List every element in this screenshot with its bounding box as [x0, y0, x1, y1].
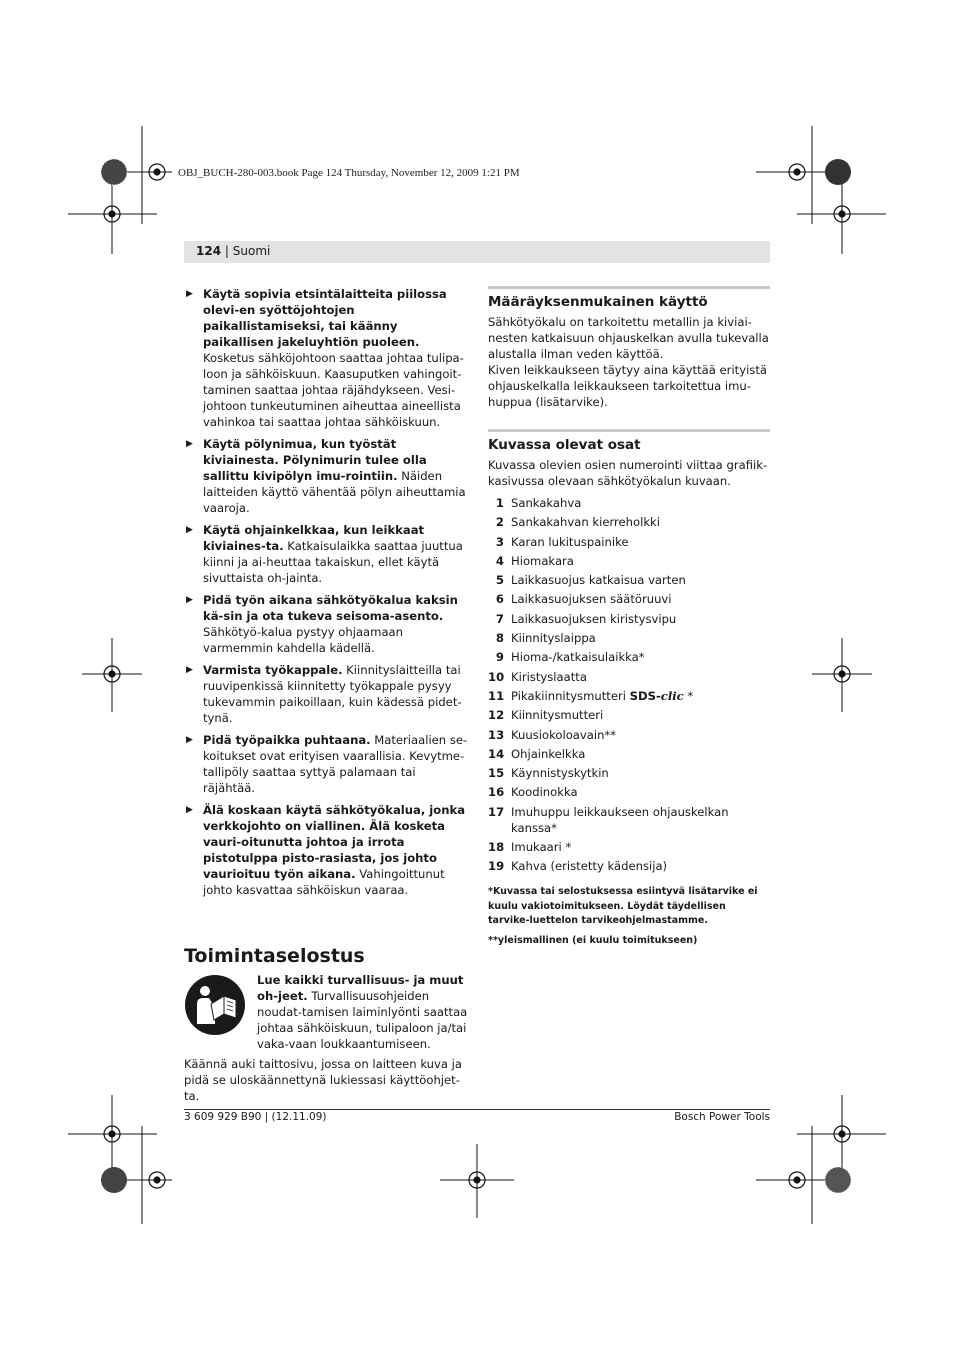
part-item: [488, 591, 770, 607]
bullet-bold: Pidä työn aikana sähkötyökalua kaksin kä-sin ja ota tukeva seisoma-asento.: [203, 593, 458, 623]
part-label: Laikkasuojuksen säätöruuvi: [511, 592, 672, 607]
bullet-bold: Varmista työkappale.: [203, 663, 343, 677]
part-label: Pikakiinnitysmutteri: [511, 688, 626, 703]
bullet-bold: Käytä sopivia etsintälaitteita piilossa olevi-en syöttöjohtojen paikallistamiseksi, tai käänny paikallisen jakeluyhtiön puoleen.: [203, 287, 447, 349]
part-label: Kuusiokoloavain**: [511, 727, 617, 742]
part-number: 17: [488, 804, 505, 819]
clic-logo: clic: [660, 688, 684, 703]
part-item: [488, 707, 770, 723]
part-number: 2: [495, 515, 504, 530]
read-instructions-text: [257, 972, 468, 1052]
safety-bullet: [184, 732, 468, 796]
bullet-bold: Käytä pölynimua, kun työstät kiviainesta. Pölynimurin tulee olla sallittu kivipölyn imu-rointiin.: [203, 437, 427, 483]
safety-bullets: [184, 286, 468, 898]
bullet-text: Näiden laitteiden käyttö vähentää pölyn aiheuttamia vaaroja.: [203, 469, 466, 515]
part-number: 7: [495, 611, 504, 626]
part-number: 15: [488, 766, 505, 781]
part-label: Laikkasuojus katkaisua varten: [511, 573, 686, 588]
part-label: Hioma-/katkaisulaikka*: [511, 650, 645, 665]
bullet-triangle-icon: ▶: [186, 595, 193, 605]
part-item: [488, 495, 770, 511]
page-number: 124: [196, 244, 222, 258]
part-item: [488, 553, 770, 569]
page-separator: |: [224, 244, 229, 258]
safety-bullet: [184, 286, 468, 430]
part-star: *: [683, 688, 694, 703]
read-instructions-rest: Turvallisuusohjeiden noudat-tamisen laiminlyönti saattaa johtaa sähköiskuun, tulipaloon ja/tai vaka-vaan loukkaantumiseen.: [257, 989, 468, 1051]
intended-use-p2: Kiven leikkaukseen täytyy aina käyttää erityistä ohjauskelkalla leikkaukseen tarkoitettua imu-huppua (lisätarvike).: [488, 363, 767, 409]
bullet-triangle-icon: ▶: [186, 805, 193, 815]
part-label: Kiinnitysmutteri: [511, 708, 604, 723]
part-item: [488, 858, 770, 874]
part-item: [488, 839, 770, 855]
part-item: [488, 534, 770, 550]
part-number: 5: [495, 573, 504, 588]
bullet-text: Katkaisulaikka saattaa juuttua kiinni ja ai-heuttaa takaiskun, ellet käytä sivuttaista oh-jainta.: [203, 539, 463, 585]
part-item: [488, 784, 770, 800]
part-item: [488, 572, 770, 588]
part-label: Imukaari *: [511, 840, 572, 855]
part-number: 13: [488, 727, 505, 742]
note-accessory: *Kuvassa tai selostuksessa esiintyvä lisätarvike ei kuulu vakiotoimitukseen. Löydät täydellisen tarvike-luettelon tarvikeohjelmastamme.: [488, 886, 758, 927]
part-number: 10: [488, 669, 505, 684]
part-item: [488, 746, 770, 762]
part-item: [488, 804, 770, 836]
footer-brand: Bosch Power Tools: [674, 1111, 770, 1123]
part-item: [488, 630, 770, 646]
part-item: [488, 514, 770, 530]
part-label: Käynnistyskytkin: [511, 766, 609, 781]
section-rule: [488, 429, 770, 432]
part-number: 8: [495, 631, 504, 646]
page-header-bar: [184, 241, 770, 263]
part-label: Sankakahva: [511, 496, 582, 510]
part-item: [488, 649, 770, 665]
part-label: Imuhuppu leikkaukseen ohjauskelkan kanssa*: [511, 804, 729, 835]
part-number: 1: [495, 496, 504, 510]
safety-bullet: [184, 522, 468, 586]
part-number: 4: [495, 553, 504, 568]
left-column: [184, 286, 468, 1104]
part-label: Kiinnityslaippa: [511, 631, 596, 646]
part-label: Sankakahvan kierreholkki: [511, 515, 660, 530]
part-item: [488, 688, 770, 704]
parts-intro: Kuvassa olevien osien numerointi viittaa grafiik-kasivussa olevaan sähkötyökalun kuvaan.: [488, 458, 768, 488]
bullet-bold: Älä koskaan käytä sähkötyökalua, jonka verkkojohto on viallinen. Älä kosketa vauri-oitunutta johtoa ja irrota pistotulppa pisto-rasiasta, jos johto vaurioituu työn aikana.: [203, 803, 466, 881]
bullet-text: Vahingoittunut johto kasvattaa sähköiskun vaaraa.: [203, 867, 445, 897]
heading-intended-use: Määräyksenmukainen käyttö: [488, 294, 708, 310]
read-instructions-block: [184, 972, 468, 1052]
parts-list: [488, 495, 770, 874]
file-info: OBJ_BUCH-280-003.book Page 124 Thursday, November 12, 2009 1:21 PM: [178, 167, 520, 179]
footer-rule: [184, 1109, 770, 1110]
bullet-triangle-icon: ▶: [186, 525, 193, 535]
part-label: Kiristyslaatta: [511, 669, 587, 684]
part-label: Hiomakara: [511, 553, 574, 568]
bullet-triangle-icon: ▶: [186, 439, 193, 449]
safety-bullet: [184, 662, 468, 726]
safety-bullet: [184, 802, 468, 898]
part-number: 14: [488, 746, 505, 761]
part-number: 3: [495, 534, 504, 549]
part-label: Ohjainkelkka: [511, 746, 586, 761]
part-item: [488, 669, 770, 685]
bullet-text: Sähkötyö-kalua pystyy ohjaamaan varmemmin kahdella kädellä.: [203, 625, 404, 655]
bullet-triangle-icon: ▶: [186, 665, 193, 675]
part-number: 19: [488, 859, 505, 874]
part-number: 12: [488, 708, 505, 723]
safety-bullet: [184, 436, 468, 516]
page-language: Suomi: [232, 244, 271, 258]
part-label: Kahva (eristetty kädensija): [511, 859, 668, 874]
part-item: [488, 765, 770, 781]
read-manual-icon: [184, 974, 246, 1036]
part-label: Laikkasuojuksen kiristysvipu: [511, 611, 677, 626]
bullet-text: Kosketus sähköjohtoon saattaa johtaa tulipa-loon ja sähköiskuun. Kaasuputken vahingoit-taminen saattaa johtaa räjähdykseen. Vesi-johtoon tunkeutuminen aiheuttaa aineellista vahinkoa tai saattaa johtaa sähköiskuun.: [203, 351, 464, 429]
part-item: [488, 611, 770, 627]
note-generic: **yleismallinen (ei kuulu toimitukseen): [488, 934, 698, 946]
part-number: 16: [488, 785, 505, 800]
right-column: [488, 286, 770, 948]
bullet-text: Materiaalien se-koitukset ovat erityisen vaarallisia. Kevytme-tallipöly saattaa syttyä palamaan tai räjähtää.: [203, 733, 468, 795]
part-number: 11: [488, 688, 505, 703]
heading-parts: Kuvassa olevat osat: [488, 437, 641, 453]
part-number: 18: [488, 840, 505, 855]
part-label: Karan lukituspainike: [511, 534, 629, 549]
footer-doc-number: 3 609 929 B90 | (12.11.09): [184, 1111, 327, 1123]
part-label: Koodinokka: [511, 785, 578, 800]
fold-out-text: Käännä auki taittosivu, jossa on laitteen kuva ja pidä se uloskäännettynä lukiessasi käyttöohjet-ta.: [184, 1057, 462, 1103]
read-instructions-bold: Lue kaikki turvallisuus- ja muut oh-jeet.: [257, 973, 464, 1003]
bullet-bold: Pidä työpaikka puhtaana.: [203, 733, 371, 747]
section-title-toimintaselostus: Toimintaselostus: [184, 945, 365, 967]
bullet-text: Kiinnityslaitteilla tai ruuvipenkissä kiinnitetty työkappale pysyy tukevammin paikoillaan, kuin kädessä pidet-tynä.: [203, 663, 462, 725]
safety-bullet: [184, 592, 468, 656]
intended-use-p1: Sähkötyökalu on tarkoitettu metallin ja kiviai-nesten katkaisuun ohjauskelkan avulla tukevalla alustalla ilman veden käyttöä.: [488, 315, 769, 361]
part-number: 6: [495, 592, 504, 607]
bullet-bold: Käytä ohjainkelkkaa, kun leikkaat kiviaines-ta.: [203, 523, 425, 553]
section-rule: [488, 286, 770, 289]
part-number: 9: [495, 650, 504, 665]
bullet-triangle-icon: ▶: [186, 735, 193, 745]
sds-label: SDS-: [629, 688, 661, 703]
bullet-triangle-icon: ▶: [186, 289, 193, 299]
part-item: [488, 727, 770, 743]
